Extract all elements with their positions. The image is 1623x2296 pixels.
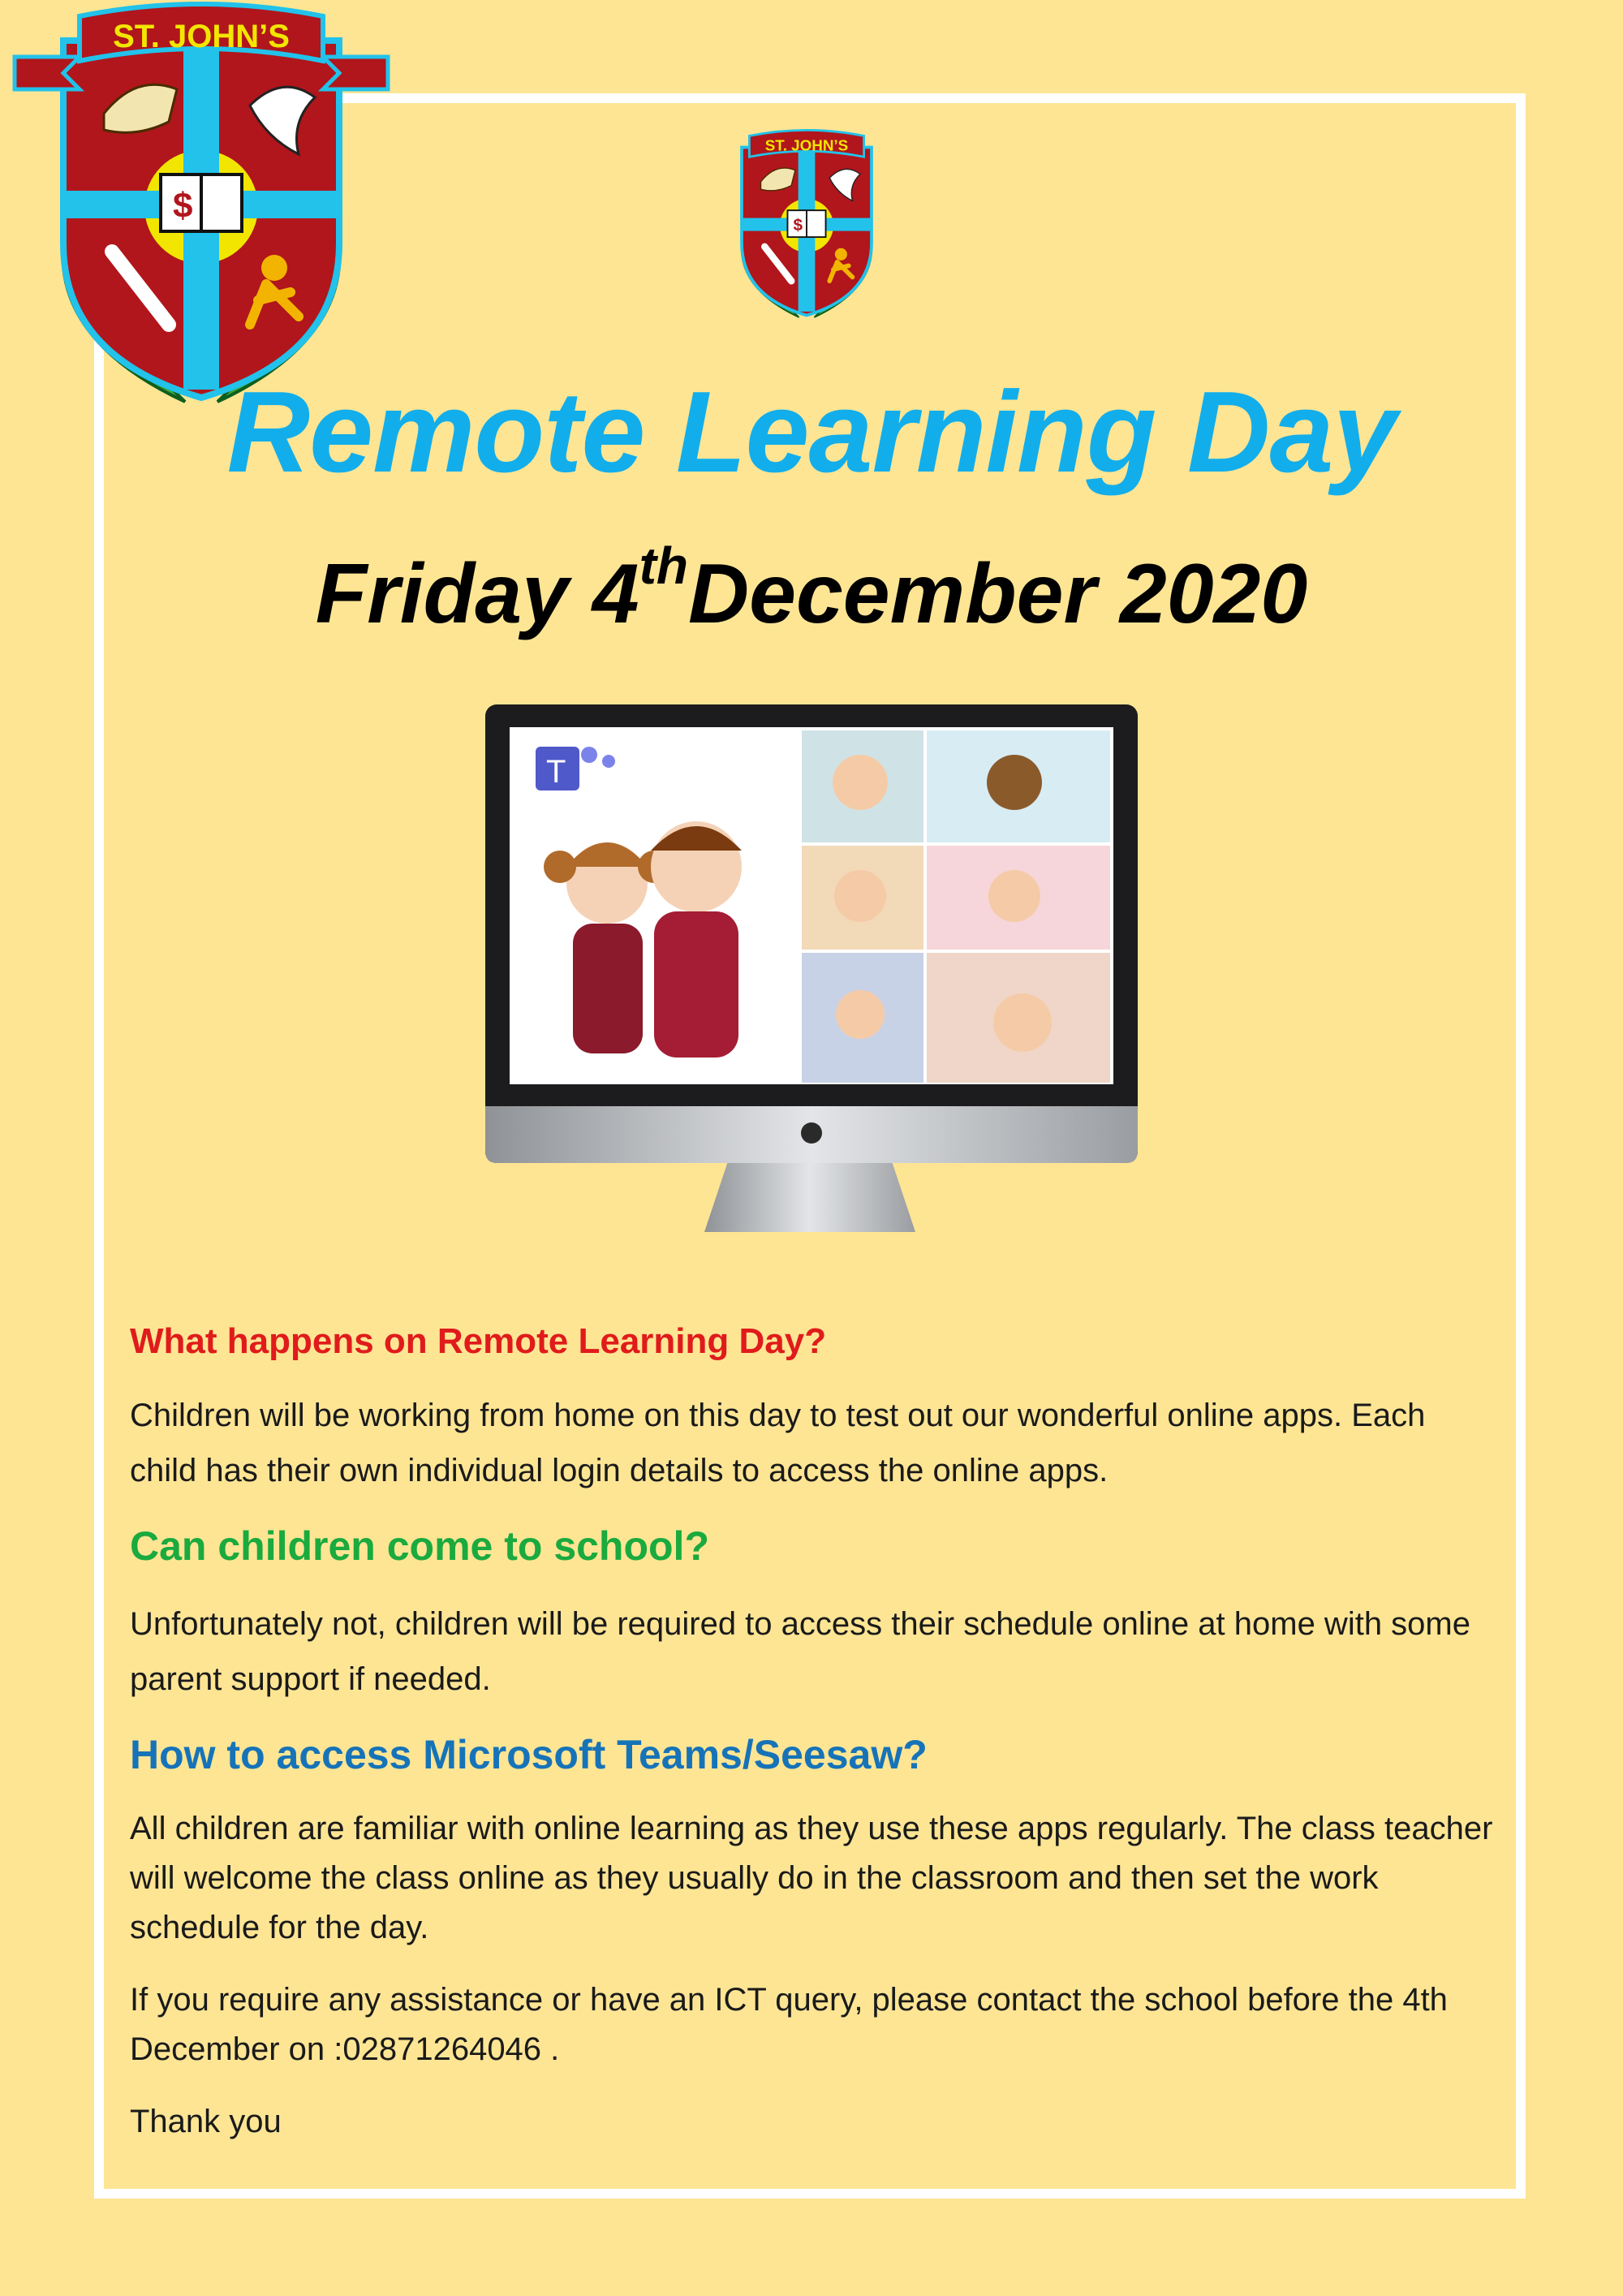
crest-book-letter: $ xyxy=(793,216,803,235)
teams-letter: T xyxy=(546,754,566,790)
date-ordinal: th xyxy=(639,536,689,595)
paragraph-contact-info: If you require any assistance or have an ICT query, please contact the school before the 4th December on :02871264046 . xyxy=(130,1982,1448,2067)
school-crest-logo-large xyxy=(6,0,396,414)
information-section xyxy=(130,1319,1493,2169)
crest-book-letter: $ xyxy=(173,186,193,226)
heading-can-children-come: Can children come to school? xyxy=(130,1523,709,1569)
monitor-illustration xyxy=(485,704,1138,1240)
monitor-stand xyxy=(704,1159,915,1232)
runner-icon xyxy=(261,255,287,281)
heading-what-happens: What happens on Remote Learning Day? xyxy=(130,1321,827,1361)
heading-how-to-access: How to access Microsoft Teams/Seesaw? xyxy=(130,1731,928,1777)
crest-banner-text: ST. JOHN’S xyxy=(113,19,290,54)
paragraph-how-to-access: All children are familiar with online learning as they use these apps regularly. The class teacher will welcome the class online as they usually do in the classroom and then set the work schedule for the day. xyxy=(130,1811,1493,1945)
school-crest-logo-small xyxy=(714,128,899,323)
apple-logo-icon xyxy=(801,1122,822,1144)
student-boy-icon xyxy=(651,821,742,1058)
poster-title: Remote Learning Day xyxy=(226,368,1397,497)
paragraph-can-children-come: Unfortunately not, children will be required to access their schedule online at home with some parent support if needed. xyxy=(130,1605,1470,1697)
crest-banner-text: ST. JOHN’S xyxy=(764,136,849,154)
closing-thank-you: Thank you xyxy=(130,2104,282,2139)
video-call-grid xyxy=(802,730,1110,1083)
paragraph-what-happens: Children will be working from home on this day to test out our wonderful online apps. Each child has their own individual login details to access the online apps. xyxy=(130,1398,1426,1488)
date-rest: December 2020 xyxy=(688,547,1308,641)
date-prefix: Friday 4 xyxy=(315,547,639,641)
event-date xyxy=(0,536,1623,641)
